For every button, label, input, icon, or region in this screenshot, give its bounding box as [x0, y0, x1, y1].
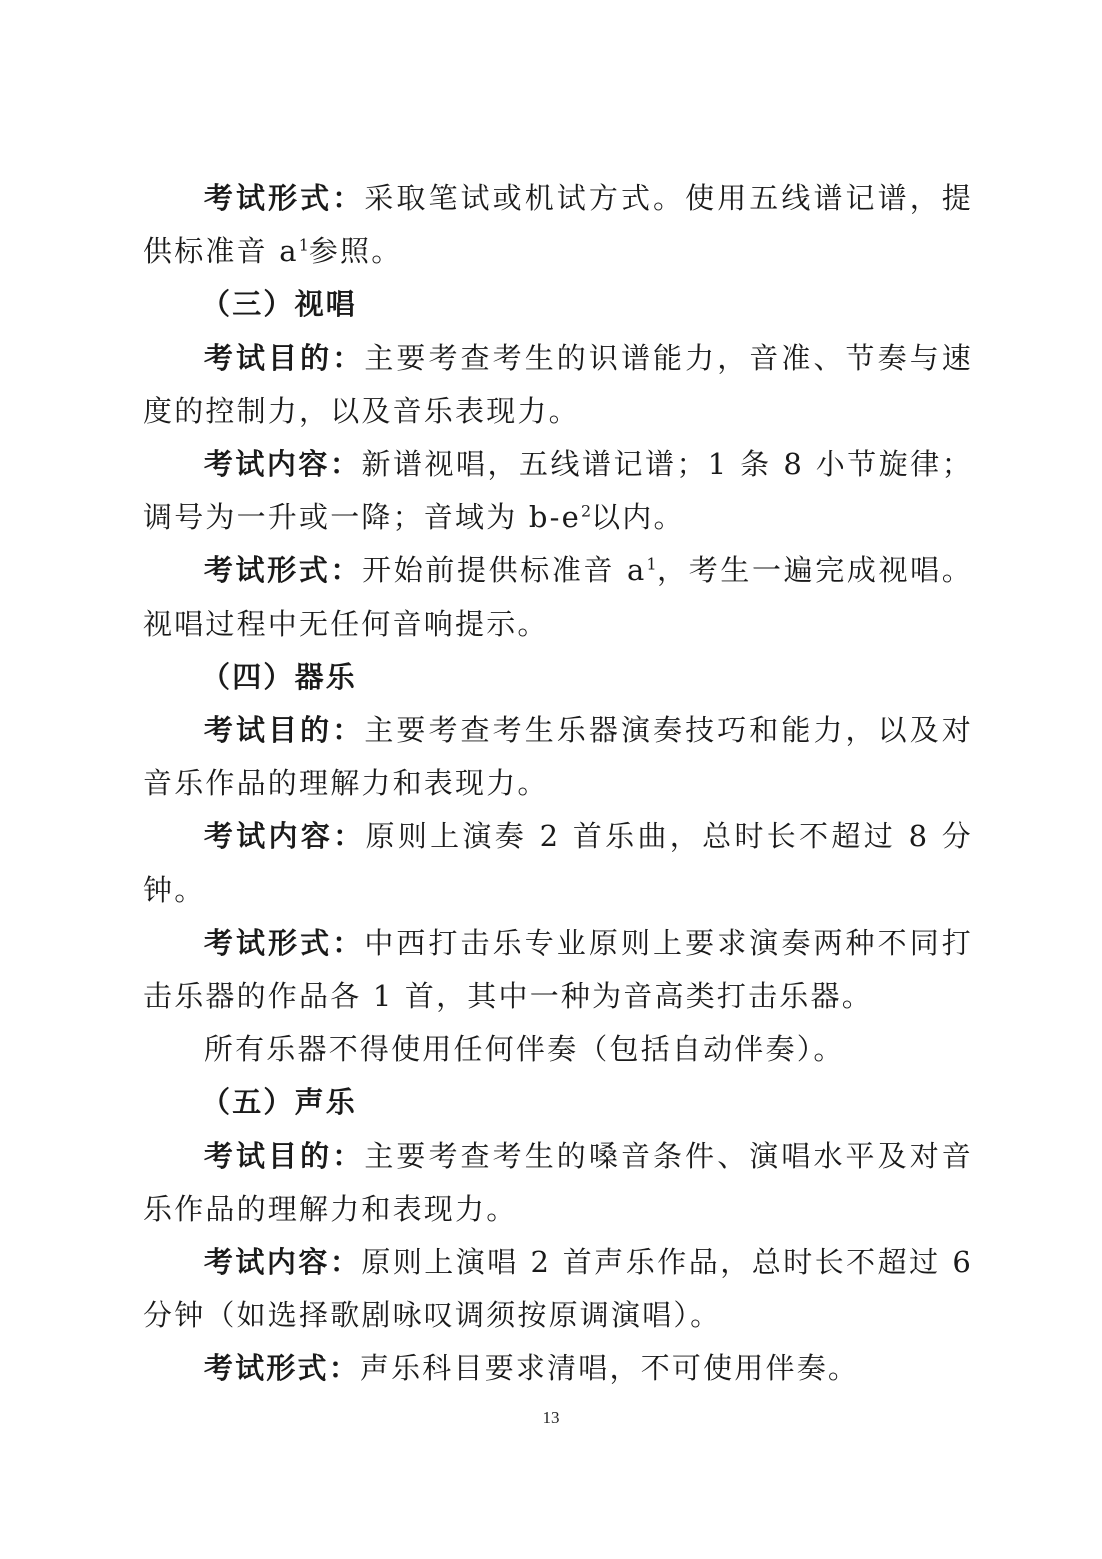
paragraph-label: 考试目的：	[203, 340, 365, 375]
paragraph-label: 考试目的：	[203, 713, 365, 748]
paragraph-exam-format-instrumental	[143, 917, 973, 1023]
paragraph-text-after: 以内。	[591, 500, 685, 535]
paragraph-text: 所有乐器不得使用任何伴奏（包括自动伴奏）。	[203, 1032, 845, 1067]
paragraph-label: 考试内容：	[203, 1245, 362, 1280]
paragraph-exam-content-sight-singing	[143, 438, 973, 544]
superscript: 1	[646, 554, 657, 574]
paragraph-text: 中西打击乐专业原则上要求演奏两种不同打击乐器的作品各 1 首，其中一种为音高类打击乐器。	[143, 925, 973, 1014]
paragraph-exam-format-vocal	[143, 1342, 973, 1395]
section-heading-vocal: （五）声乐	[201, 1085, 358, 1120]
paragraph-exam-content-instrumental	[143, 810, 973, 916]
superscript: 1	[298, 235, 309, 255]
paragraph-exam-purpose-vocal	[143, 1130, 973, 1236]
paragraph-label: 考试内容：	[203, 447, 362, 482]
paragraph-exam-format-theory	[143, 172, 973, 278]
page-number: 13	[542, 1408, 560, 1427]
paragraph-text: 采取笔试或机试方式。使用五线谱记谱，提供标准音 a	[143, 181, 973, 269]
paragraph-exam-format-sight-singing	[143, 544, 973, 650]
paragraph-label: 考试形式：	[203, 553, 363, 588]
document-body	[143, 172, 973, 1396]
paragraph-text: 原则上演唱 2 首声乐作品，总时长不超过 6 分钟（如选择歌剧咏叹调须按原调演唱）。	[143, 1245, 973, 1333]
paragraph-text: 声乐科目要求清唱，不可使用伴奏。	[359, 1351, 860, 1386]
paragraph-exam-content-vocal	[143, 1236, 973, 1342]
paragraph-label: 考试形式：	[203, 925, 365, 960]
paragraph-text: 开始前提供标准音 a	[362, 553, 647, 588]
paragraph-accompaniment-note	[143, 1023, 973, 1076]
paragraph-text: 新谱视唱，五线谱记谱；1 条 8 小节旋律；调号为一升或一降；音域为 b-e	[143, 447, 973, 535]
paragraph-text-after: ，考生一遍完成视唱。视唱过程中无任何音响提示。	[143, 553, 973, 641]
paragraph-text: 主要考查考生乐器演奏技巧和能力，以及对音乐作品的理解力和表现力。	[143, 713, 973, 801]
paragraph-text: 主要考查考生的识谱能力，音准、节奏与速度的控制力，以及音乐表现力。	[143, 340, 973, 428]
section-heading-instrumental: （四）器乐	[201, 659, 358, 694]
section-heading-sight-singing: （三）视唱	[201, 287, 358, 322]
paragraph-text: 原则上演奏 2 首乐曲，总时长不超过 8 分钟。	[143, 819, 973, 907]
paragraph-text-after: 参照。	[308, 234, 403, 269]
paragraph-label: 考试形式：	[203, 1351, 360, 1386]
paragraph-label: 考试目的：	[203, 1138, 365, 1173]
superscript: 2	[580, 501, 592, 521]
paragraph-exam-purpose-sight-singing	[143, 332, 973, 438]
paragraph-label: 考试内容：	[203, 819, 366, 854]
paragraph-label: 考试形式：	[203, 181, 365, 215]
paragraph-exam-purpose-instrumental	[143, 704, 973, 810]
paragraph-text: 主要考查考生的嗓音条件、演唱水平及对音乐作品的理解力和表现力。	[143, 1138, 973, 1226]
